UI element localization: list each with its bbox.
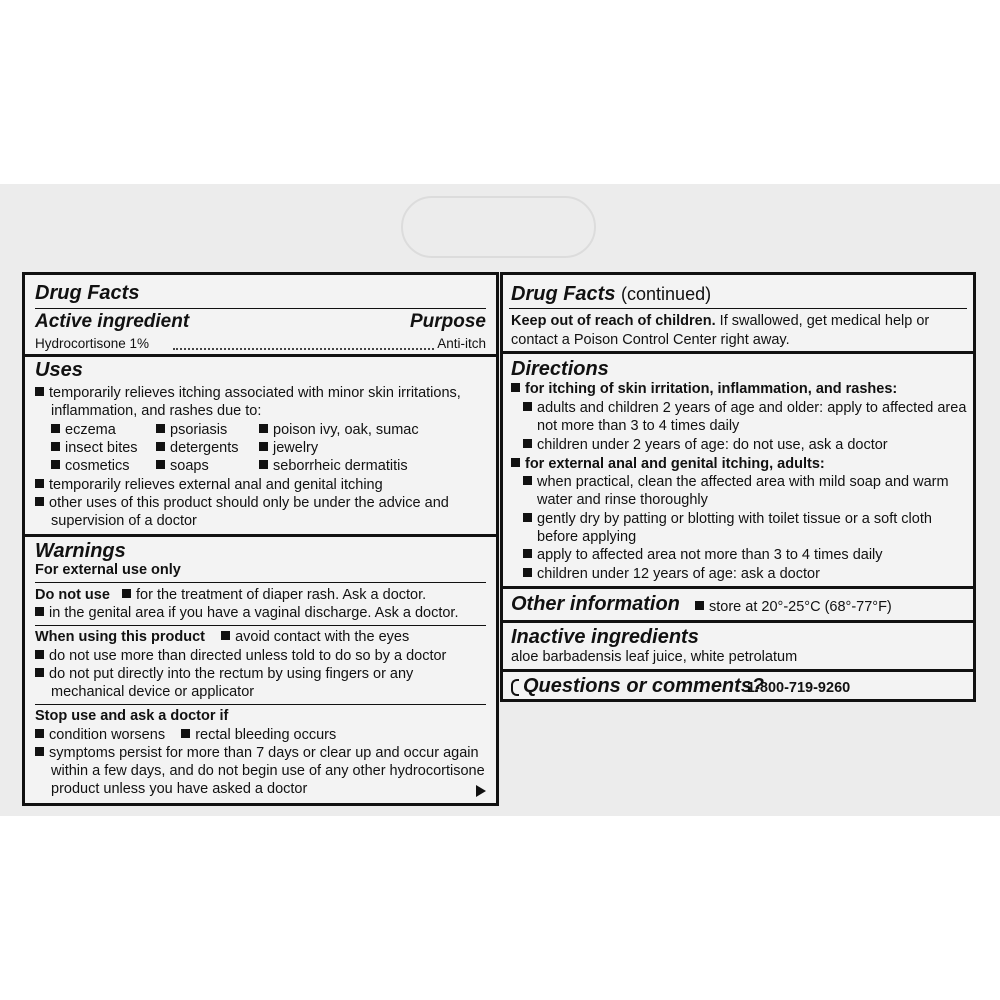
uses-condition: insect bites [51,439,138,457]
keep-out-of-reach: Keep out of reach of children. If swallowed, get medical help or [511,313,930,329]
divider [503,669,973,672]
directions-item: children under 2 years of age: do not use, ask a doctor [523,436,888,454]
divider [25,534,496,537]
drug-facts-panel-left [22,272,499,806]
directions-item: children under 12 years of age: ask a doctor [523,565,820,583]
divider [503,620,973,623]
directions-item: gently dry by patting or blotting with toilet tissue or a soft cloth [523,510,932,528]
stop-use-item-cont: within a few days, and do not begin use of any other hydrocortisone [51,763,485,779]
directions-heading: Directions [511,358,609,380]
uses-item: other uses of this product should only be under the advice and [35,494,449,512]
divider [25,354,496,357]
directions-item: adults and children 2 years of age and older: apply to affected area [523,399,966,417]
directions-item-cont: before applying [537,529,637,545]
when-using-item: do not use more than directed unless told to do so by a doctor [35,647,446,665]
directions-subheading: for itching of skin irritation, inflammation, and rashes: [511,380,897,398]
uses-item-cont: supervision of a doctor [51,513,197,529]
phone-icon [511,679,519,696]
external-use-only: For external use only [35,562,181,578]
uses-condition: seborrheic dermatitis [259,457,408,475]
uses-item: temporarily relieves external anal and genital itching [35,476,383,494]
directions-item-cont: water and rinse thoroughly [537,492,708,508]
divider [35,704,486,705]
stop-use-heading: Stop use and ask a doctor if [35,708,229,724]
divider [503,586,973,589]
continued-arrow-icon [476,785,486,797]
storage-info: store at 20°-25°C (68°-77°F) [695,598,892,616]
do-not-use: Do not use for the treatment of diaper rash. Ask a doctor. [35,587,427,603]
uses-item: temporarily relieves itching associated with minor skin irritations, [35,384,461,402]
phone-number: 1-800-719-9260 [747,680,851,696]
ingredient-name: Hydrocortisone 1% [35,336,150,351]
ingredient-purpose: Anti-itch [437,336,486,351]
directions-item: apply to affected area not more than 3 to 4 times daily [523,546,883,564]
uses-condition: detergents [156,439,239,457]
uses-item-cont: inflammation, and rashes due to: [51,403,262,419]
when-using-item-cont: mechanical device or applicator [51,684,255,700]
directions-item: when practical, clean the affected area with mild soap and warm [523,473,949,491]
do-not-use-item: in the genital area if you have a vaginal discharge. Ask a doctor. [35,604,458,622]
hang-hole [401,196,596,258]
stop-use-item: symptoms persist for more than 7 days or clear up and occur again [35,744,479,762]
divider [503,351,973,354]
other-information-heading: Other information [511,593,680,615]
drug-facts-title: Drug Facts [35,282,140,304]
when-using-item: do not put directly into the rectum by using fingers or any [35,665,413,683]
purpose-heading: Purpose [409,311,486,332]
uses-condition: poison ivy, oak, sumac [259,421,419,439]
stop-use-item-cont: product unless you have asked a doctor [51,781,308,797]
inactive-ingredients-heading: Inactive ingredients [511,626,699,648]
drug-facts-continued-title: Drug Facts (continued) [511,283,712,305]
warnings-heading: Warnings [35,540,126,562]
uses-condition: jewelry [259,439,318,457]
leader-dots [173,348,434,350]
directions-subheading: for external anal and genital itching, adults: [511,455,825,473]
active-ingredient-heading: Active ingredient [35,311,190,332]
keep-out-of-reach-cont: contact a Poison Control Center right away. [511,332,790,348]
uses-condition: psoriasis [156,421,227,439]
divider [509,308,967,309]
divider [35,582,486,583]
uses-condition: soaps [156,457,209,475]
uses-heading: Uses [35,359,83,381]
inactive-ingredients-text: aloe barbadensis leaf juice, white petrolatum [511,649,798,665]
stop-use-item: condition worsens rectal bleeding occurs [35,726,336,744]
when-using: When using this product avoid contact with the eyes [35,629,410,645]
uses-condition: cosmetics [51,457,129,475]
questions-heading: Questions or comments? [523,675,765,697]
divider [35,308,486,309]
divider [35,625,486,626]
directions-item-cont: not more than 3 to 4 times daily [537,418,740,434]
uses-condition: eczema [51,421,116,439]
drug-facts-panel-right [500,272,976,702]
